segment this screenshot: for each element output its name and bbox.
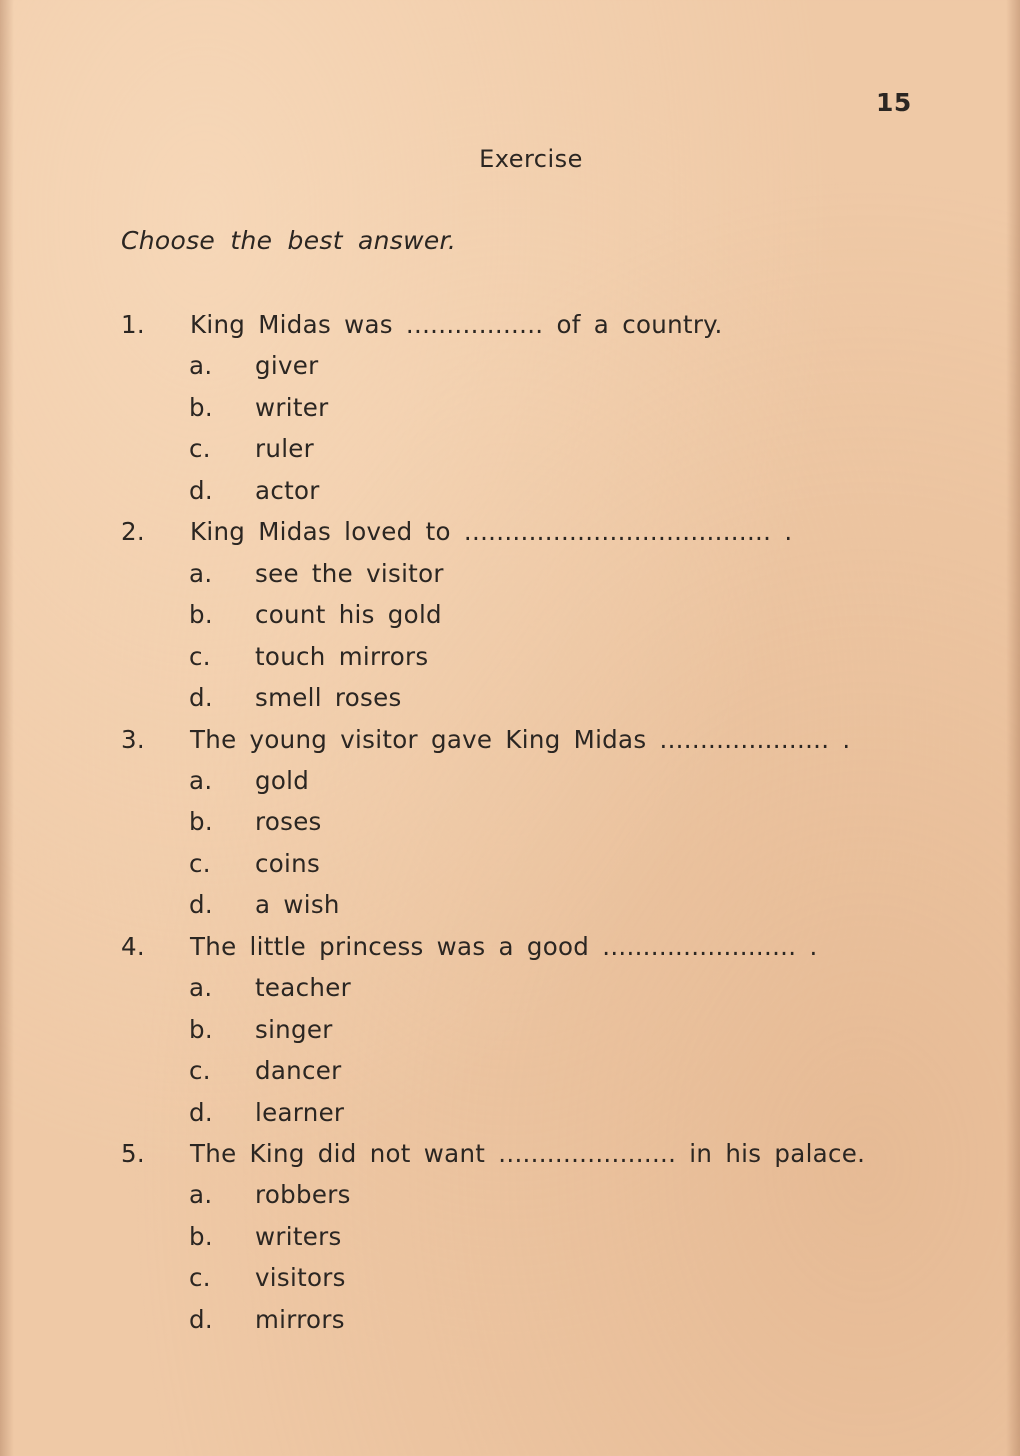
question-text: The King did not want ...................... in his palace. <box>190 1139 866 1168</box>
option-letter: d. <box>189 890 213 920</box>
page-number: 15 <box>876 88 912 117</box>
option-letter: a. <box>189 973 213 1003</box>
option-text: singer <box>255 1014 333 1044</box>
option-letter: d. <box>189 1304 213 1334</box>
question-text: The young visitor gave King Midas ..................... . <box>190 724 851 754</box>
option-text: gold <box>255 765 310 795</box>
option-text: see the visitor <box>255 558 444 588</box>
question-number: 3. <box>121 724 145 754</box>
option-text: roses <box>255 807 322 837</box>
question-text: The little princess was a good ........................ . <box>190 931 818 961</box>
option-text: writer <box>255 392 329 422</box>
page-edge-left <box>0 0 14 1456</box>
option-text: visitors <box>255 1263 346 1293</box>
option-text: writers <box>255 1221 342 1251</box>
question-number: 1. <box>121 310 145 339</box>
question-number: 2. <box>121 517 145 547</box>
option-letter: b. <box>189 1221 213 1251</box>
option-text: a wish <box>255 890 340 920</box>
option-letter: b. <box>189 600 213 630</box>
option-letter: b. <box>189 1014 213 1044</box>
option-letter: b. <box>189 807 213 837</box>
option-text: mirrors <box>255 1304 345 1334</box>
option-text: dancer <box>255 1056 342 1086</box>
option-letter: d. <box>189 1097 213 1127</box>
exercise-title: Exercise <box>479 145 583 173</box>
option-letter: d. <box>189 683 213 713</box>
option-text: giver <box>255 351 319 381</box>
option-letter: a. <box>189 351 213 381</box>
option-text: touch mirrors <box>255 641 429 671</box>
option-text: learner <box>255 1097 345 1127</box>
option-letter: a. <box>189 558 213 588</box>
option-text: teacher <box>255 973 351 1003</box>
instruction-text: Choose the best answer. <box>121 226 457 255</box>
page-edge-right <box>1006 0 1020 1456</box>
option-letter: c. <box>189 1263 211 1293</box>
option-text: coins <box>255 848 321 878</box>
option-letter: c. <box>189 1056 211 1086</box>
question-text: King Midas loved to ...................................... . <box>190 517 793 547</box>
option-text: ruler <box>255 434 315 464</box>
question-number: 4. <box>121 931 145 961</box>
option-text: count his gold <box>255 600 442 630</box>
question-number: 5. <box>121 1139 145 1168</box>
option-text: smell roses <box>255 683 402 713</box>
option-letter: d. <box>189 475 213 505</box>
option-letter: c. <box>189 641 211 671</box>
option-letter: a. <box>189 1180 213 1210</box>
option-text: actor <box>255 475 320 505</box>
question-text: King Midas was ................. of a country. <box>190 310 723 339</box>
option-letter: a. <box>189 765 213 795</box>
option-letter: c. <box>189 848 211 878</box>
option-letter: c. <box>189 434 211 464</box>
option-letter: b. <box>189 392 213 422</box>
option-text: robbers <box>255 1180 351 1210</box>
